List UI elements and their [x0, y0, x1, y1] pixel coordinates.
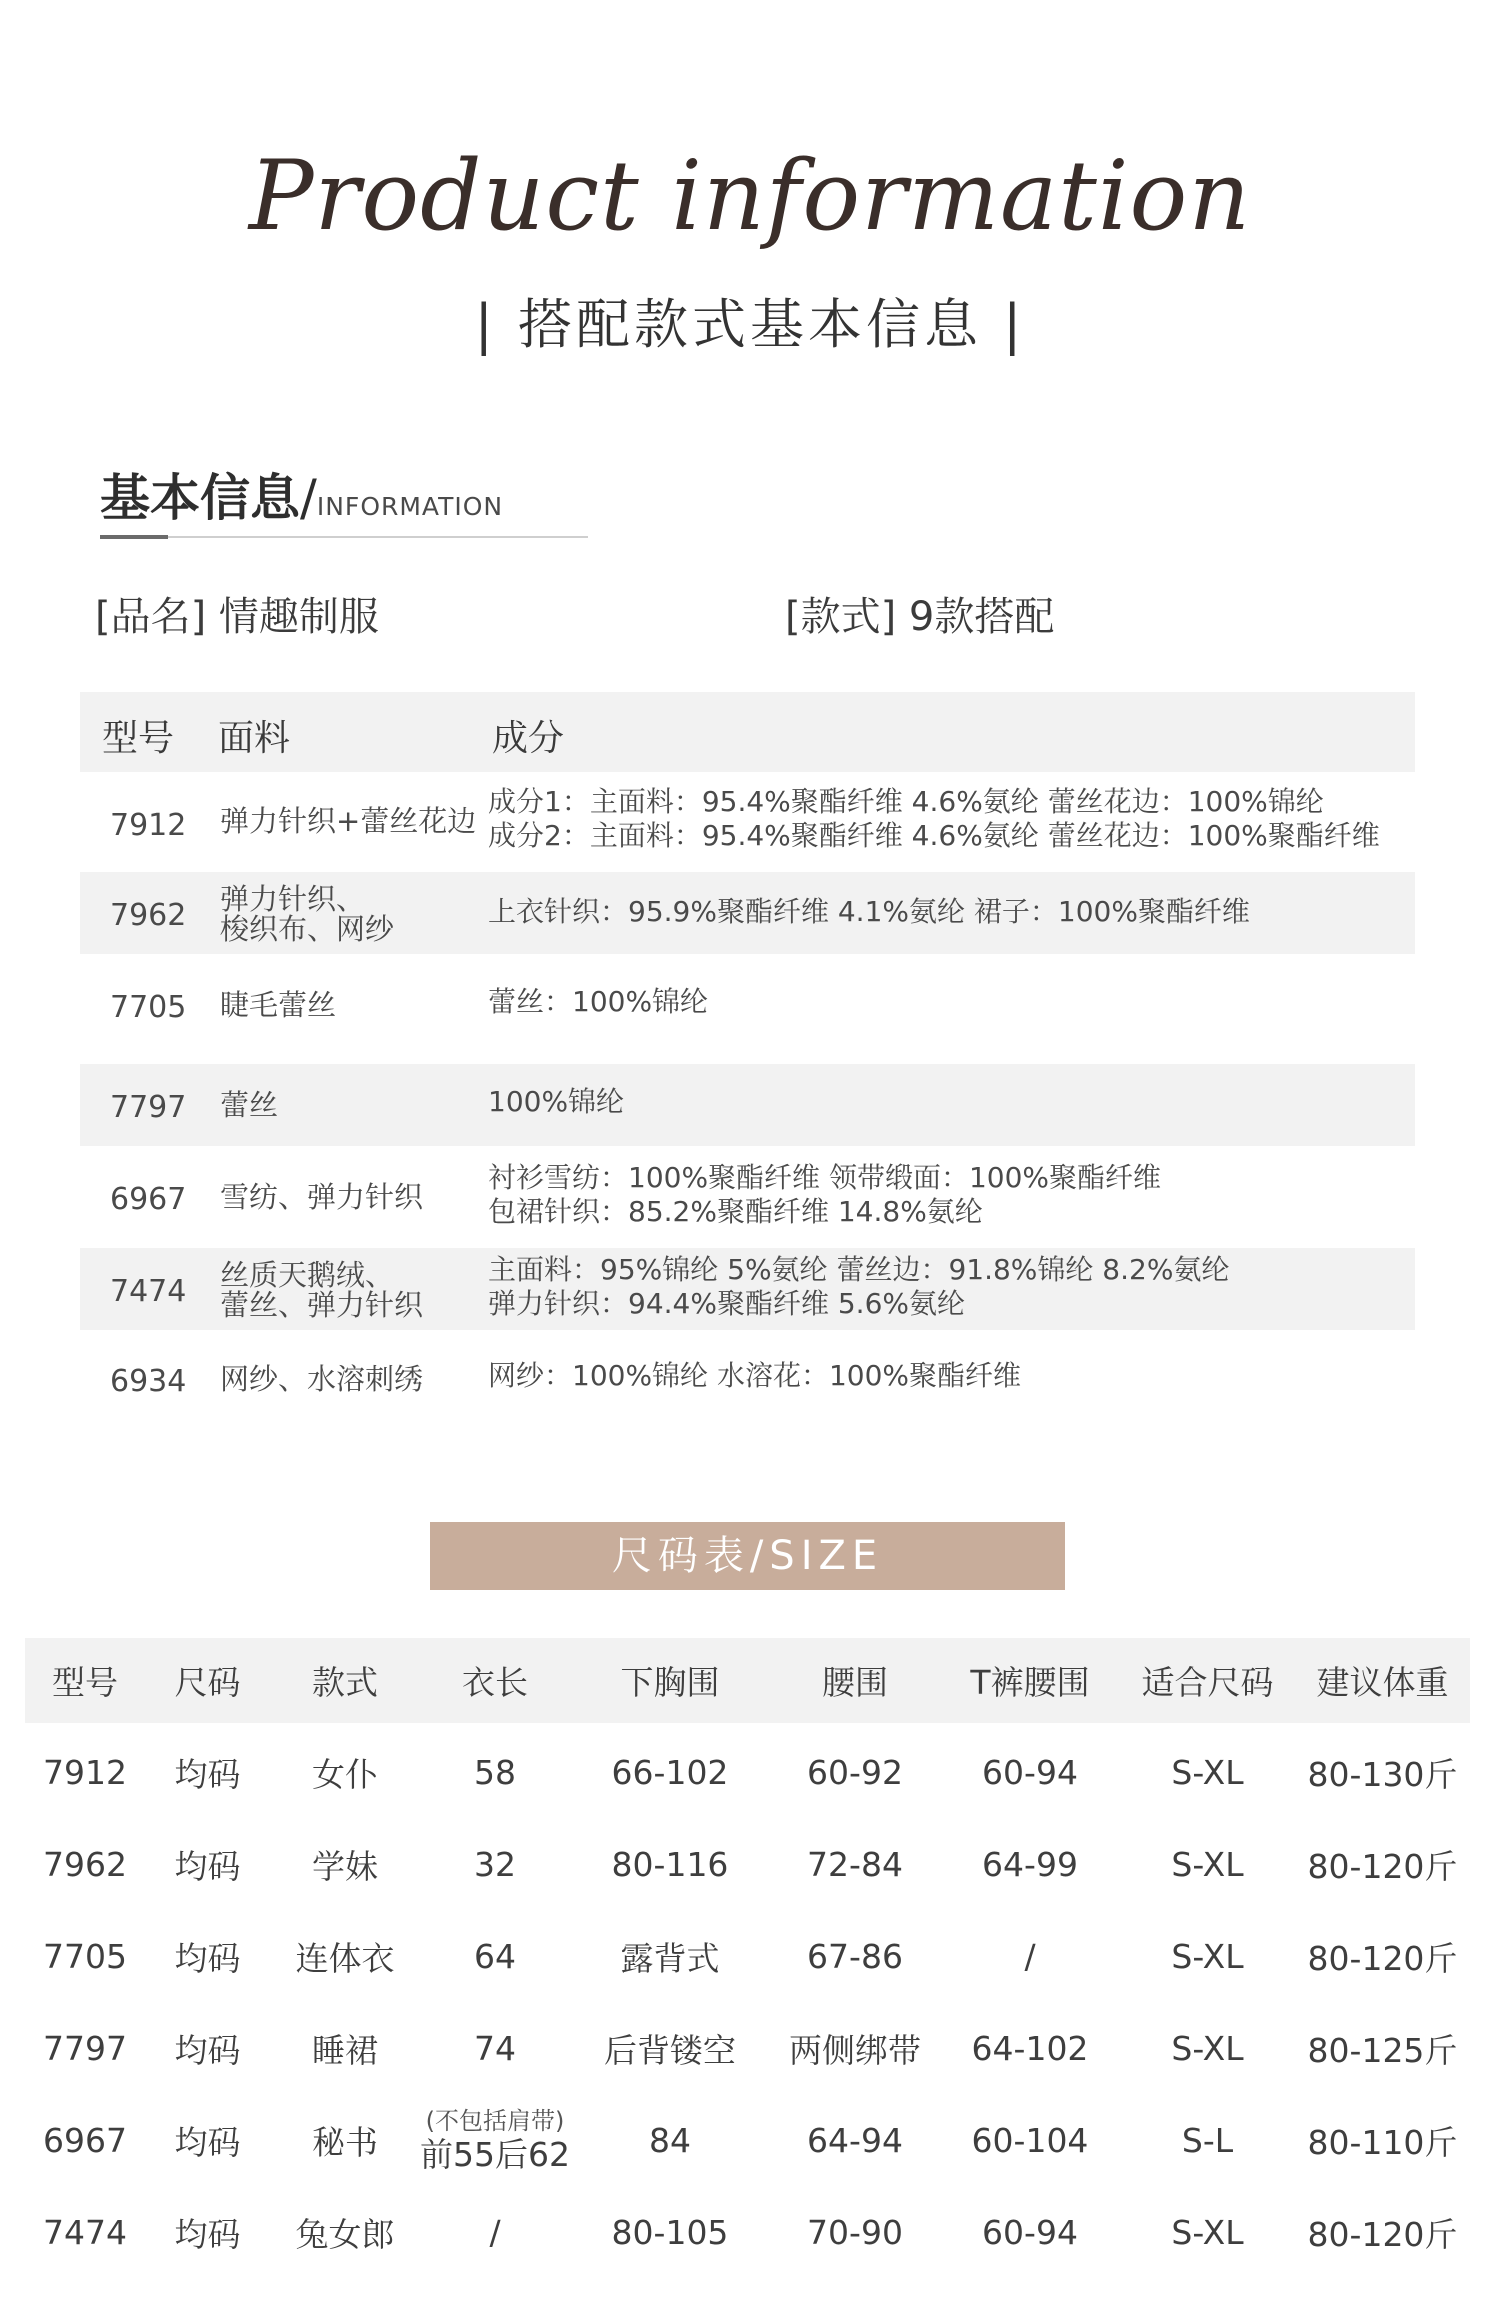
cell-style: 睡裙 [312, 2031, 378, 2070]
cell-waist: 72-84 [807, 1845, 903, 1884]
cell-waist: 64-94 [807, 2121, 903, 2160]
heading-underline [100, 536, 588, 538]
cell-length: 前55后62 [420, 2134, 570, 2174]
product-name: [品名] 情趣制服 [95, 594, 379, 640]
cell-model: 7912 [43, 1753, 127, 1792]
cell-length: 32 [474, 1845, 516, 1884]
table-row [25, 1914, 1470, 1999]
row-fabric: 雪纺、弹力针织 [220, 1180, 424, 1214]
table-row [25, 1822, 1470, 1907]
row-fabric: 睫毛蕾丝 [220, 988, 337, 1022]
cell-underbust: 80-116 [611, 1845, 729, 1884]
table-row [80, 964, 1415, 1046]
cell-length-with-note [420, 2098, 570, 2183]
table-row [25, 2190, 1470, 2275]
row-fabric-line-2: 蕾丝、弹力针织 [220, 1288, 424, 1322]
cell-style: 连体衣 [295, 1939, 395, 1978]
cell-weight: 80-120斤 [1307, 1847, 1458, 1886]
cell-model: 7962 [43, 1845, 127, 1884]
cell-style: 秘书 [312, 2123, 378, 2162]
cell-thong-waist: 60-104 [971, 2121, 1089, 2160]
cell-fit-size: S-XL [1171, 1937, 1244, 1976]
table-row [25, 1730, 1470, 1815]
row-model: 6934 [110, 1364, 187, 1399]
cell-fit-size: S-L [1181, 2121, 1234, 2160]
cell-size: 均码 [174, 2123, 241, 2162]
row-fabric: 网纱、水溶刺绣 [220, 1362, 424, 1396]
length-note: (不包括肩带) [425, 2106, 565, 2135]
cell-style: 学妹 [312, 1847, 378, 1886]
cell-model: 7797 [43, 2029, 127, 2068]
cell-model: 6967 [43, 2121, 127, 2160]
size-chart-banner: 尺码表/SIZE [430, 1522, 1065, 1590]
cell-length: / [489, 2213, 501, 2252]
cell-style: 女仆 [312, 1755, 378, 1794]
size-table-header [25, 1638, 1470, 1723]
row-model: 7912 [110, 808, 187, 843]
header-composition: 成分 [492, 718, 565, 759]
cell-model: 7705 [43, 1937, 127, 1976]
row-fabric-line-1: 丝质天鹅绒、 [220, 1258, 395, 1292]
cell-underbust: 露背式 [620, 1939, 720, 1978]
cell-weight: 80-120斤 [1307, 1939, 1458, 1978]
heading-underline-accent [100, 535, 168, 539]
row-composition: 100%锦纶 [488, 1085, 625, 1118]
row-composition-line-1: 衬衫雪纺：100%聚酯纤维 领带缎面：100%聚酯纤维 [488, 1161, 1162, 1194]
style-count: [款式] 9款搭配 [785, 594, 1055, 640]
row-fabric: 蕾丝 [220, 1088, 279, 1122]
row-composition: 蕾丝：100%锦纶 [488, 985, 709, 1018]
page-subtitle: | 搭配款式基本信息 | [474, 293, 1026, 356]
table-row [25, 2098, 1470, 2183]
cell-waist: 60-92 [807, 1753, 903, 1792]
table-row [80, 1248, 1415, 1330]
cell-underbust: 84 [649, 2121, 691, 2160]
cell-thong-waist: 64-102 [971, 2029, 1089, 2068]
row-model: 7474 [110, 1274, 187, 1309]
cell-weight: 80-125斤 [1307, 2031, 1458, 2070]
row-model: 7705 [110, 990, 187, 1025]
header-model: 型号 [52, 1663, 118, 1702]
row-fabric-line-1: 弹力针织、 [220, 882, 366, 916]
cell-waist: 70-90 [807, 2213, 903, 2252]
cell-style: 兔女郎 [295, 2215, 395, 2254]
header-length: 衣长 [462, 1663, 528, 1702]
header-underbust: 下胸围 [620, 1663, 720, 1702]
row-model: 7962 [110, 898, 187, 933]
cell-size: 均码 [174, 2031, 241, 2070]
header-thong-waist: T裤腰围 [970, 1663, 1090, 1702]
cell-fit-size: S-XL [1171, 1753, 1244, 1792]
cell-waist: 两侧绑带 [789, 2031, 921, 2070]
header-style: 款式 [312, 1663, 378, 1702]
table-row [80, 1156, 1415, 1238]
basic-info-title-zh: 基本信息 [100, 469, 300, 527]
row-model: 7797 [110, 1090, 187, 1125]
row-composition-line-2: 包裙针织：85.2%聚酯纤维 14.8%氨纶 [488, 1195, 983, 1228]
row-composition: 网纱：100%锦纶 水溶花：100%聚酯纤维 [488, 1359, 1021, 1392]
table-row [25, 2006, 1470, 2091]
cell-size: 均码 [174, 1755, 241, 1794]
cell-underbust: 后背镂空 [604, 2031, 736, 2070]
fabric-table-header [80, 692, 1415, 772]
cell-size: 均码 [174, 2215, 241, 2254]
cell-underbust: 80-105 [611, 2213, 729, 2252]
cell-underbust: 66-102 [611, 1753, 729, 1792]
row-composition-line-2: 成分2：主面料：95.4%聚酯纤维 4.6%氨纶 蕾丝花边：100%聚酯纤维 [488, 819, 1380, 852]
cell-length: 58 [474, 1753, 516, 1792]
row-composition: 上衣针织：95.9%聚酯纤维 4.1%氨纶 裙子：100%聚酯纤维 [488, 895, 1250, 928]
cell-thong-waist: 60-94 [982, 1753, 1078, 1792]
cell-waist: 67-86 [807, 1937, 903, 1976]
table-row [80, 780, 1415, 862]
product-information-title: Product information [248, 140, 1252, 252]
cell-weight: 80-110斤 [1307, 2123, 1458, 2162]
header-weight: 建议体重 [1316, 1663, 1449, 1702]
header-model: 型号 [102, 718, 175, 759]
heading-slash: / [300, 469, 317, 527]
row-composition-line-1: 成分1：主面料：95.4%聚酯纤维 4.6%氨纶 蕾丝花边：100%锦纶 [488, 785, 1324, 818]
basic-info-title-en: INFORMATION [316, 492, 504, 521]
row-fabric-line-2: 梭织布、网纱 [220, 912, 395, 946]
table-row [80, 1340, 1415, 1422]
cell-size: 均码 [174, 1847, 241, 1886]
basic-info-heading [100, 458, 588, 530]
table-row [80, 1064, 1415, 1146]
row-model: 6967 [110, 1182, 187, 1217]
header-waist: 腰围 [822, 1663, 888, 1702]
table-row [80, 872, 1415, 954]
cell-fit-size: S-XL [1171, 2029, 1244, 2068]
cell-thong-waist: 64-99 [982, 1845, 1078, 1884]
cell-model: 7474 [43, 2213, 127, 2252]
cell-fit-size: S-XL [1171, 2213, 1244, 2252]
row-fabric: 弹力针织+蕾丝花边 [220, 804, 477, 838]
header-size: 尺码 [174, 1663, 241, 1702]
row-composition-line-1: 主面料：95%锦纶 5%氨纶 蕾丝边：91.8%锦纶 8.2%氨纶 [488, 1253, 1230, 1286]
cell-length: 74 [474, 2029, 516, 2068]
cell-weight: 80-120斤 [1307, 2215, 1458, 2254]
cell-fit-size: S-XL [1171, 1845, 1244, 1884]
header-fit-size: 适合尺码 [1141, 1663, 1274, 1702]
row-composition-line-2: 弹力针织：94.4%聚酯纤维 5.6%氨纶 [488, 1287, 965, 1320]
cell-thong-waist: / [1024, 1937, 1036, 1976]
cell-thong-waist: 60-94 [982, 2213, 1078, 2252]
cell-size: 均码 [174, 1939, 241, 1978]
cell-weight: 80-130斤 [1307, 1755, 1458, 1794]
header-fabric: 面料 [218, 718, 291, 759]
cell-length: 64 [474, 1937, 516, 1976]
